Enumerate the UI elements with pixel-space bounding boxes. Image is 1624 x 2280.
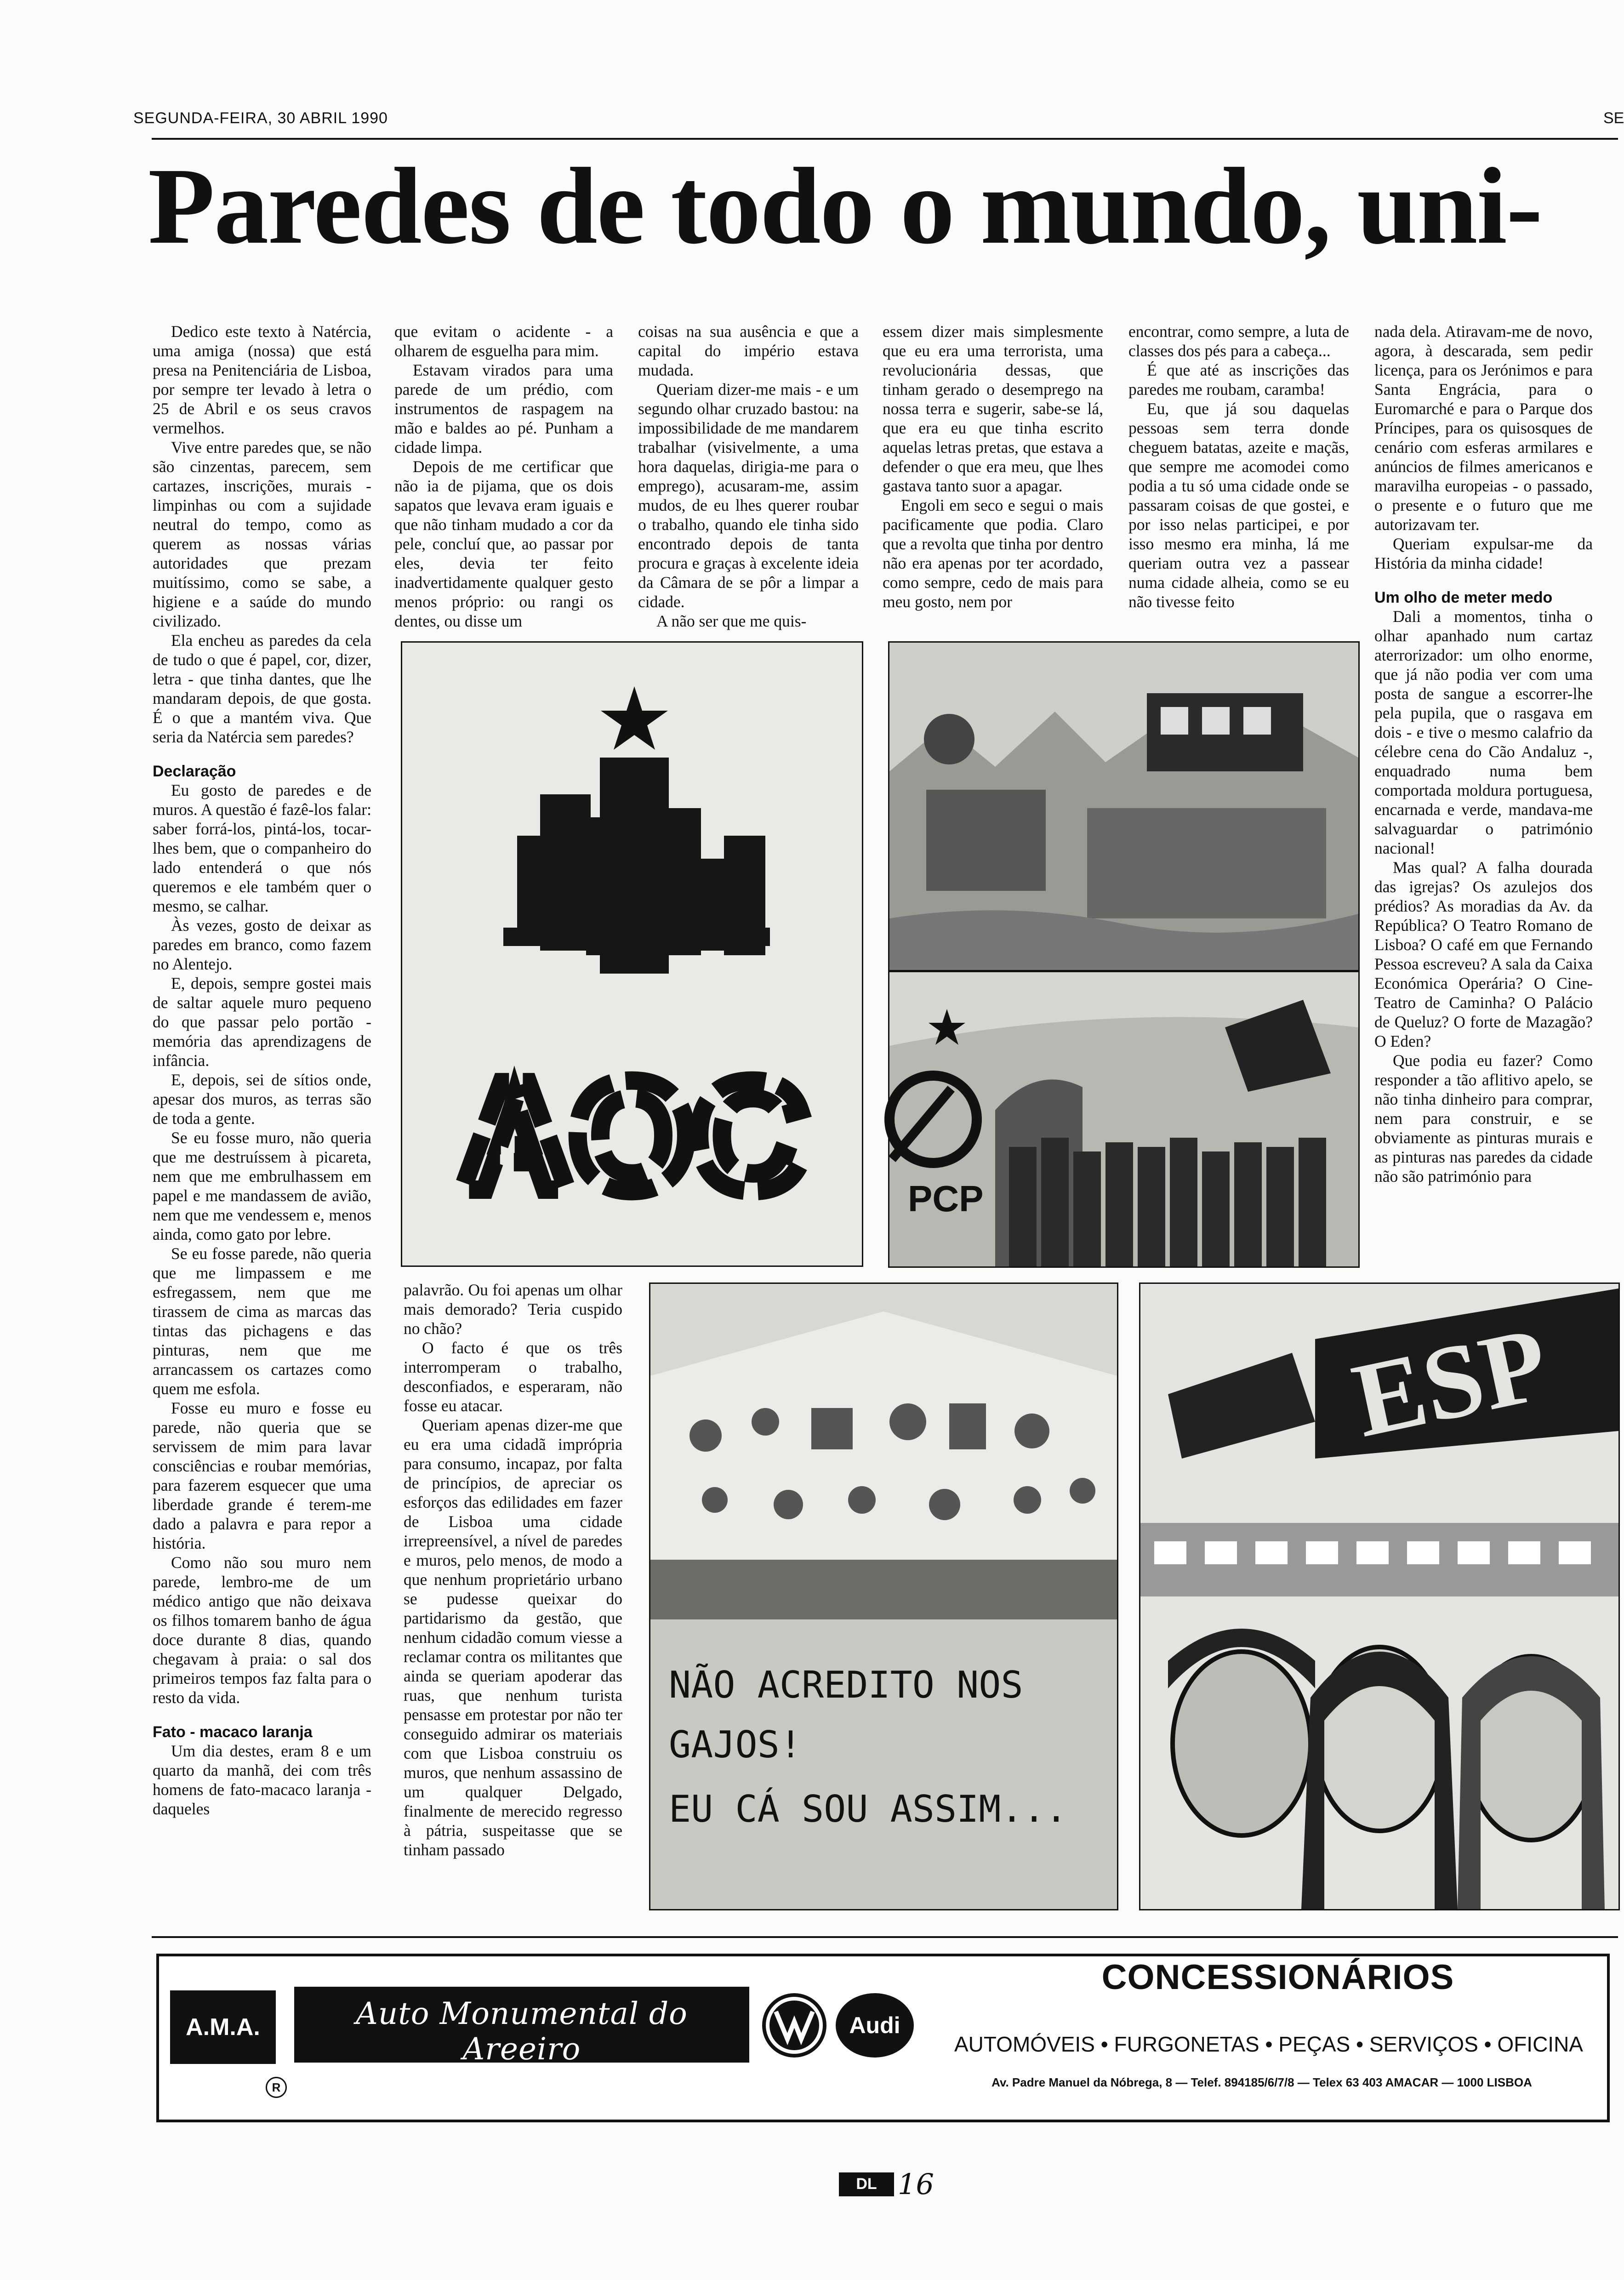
paragraph: Fosse eu muro e fosse eu parede, não queria que se servissem de mim para lavar consciências e roubar memórias, para fazerem esquecer que uma liberdade grande é terem-me dado a palavra e para repor a história. [153,1399,371,1552]
page-date: SEGUNDA-FEIRA, 30 ABRIL 1990 [133,109,388,127]
graffiti-line-1: NÃO ACREDITO NOS [669,1664,1023,1706]
paragraph: Estavam virados para uma parede de um prédio, com instrumentos de raspagem na mão e baldes ao pé. Punham a cidade limpa. [394,361,613,456]
registered-icon: R [266,2077,287,2098]
paragraph: Mas qual? A falha dourada das igrejas? Os azulejos dos prédios? As moradias da Av. da República? O Teatro Romano de Lisboa? O café em que Fernando Pessoa escreveu? A sala da Caixa Económica Operária? O Cine-Teatro de Caminha? O Palácio de Queluz? O forte de Mazagão? O Eden? [1374,858,1593,1050]
column-2-bottom [404,1280,622,1859]
column-4 [883,322,1103,611]
rural-mural-image [889,643,1358,970]
paragraph: Queriam dizer-me mais - e um segundo olhar cruzado bastou: na impossibilidade de me mandarem trabalhar (visivelmente, a uma hora daquelas, dirigia-me para o emprego), acusaram-me, assim mudos, de eu lhes querer roubar o trabalho, quando ele tinha sido encontrado depois de tanta procura e graças à excelente ideia da Câmara de se pôr a limpar a cidade. [638,380,859,611]
paragraph: Eu gosto de paredes e de muros. A questão é fazê-los falar: saber forrá-los, pintá-los, tocar-lhes bem, que o companheiro do lado entenderá o que nós queremos e ele também quer o mesmo, se calhar. [153,781,371,915]
column-2-top [394,322,613,631]
paragraph: Ela encheu as paredes da cela de tudo o que é papel, cor, dizer, letra - que tinha dantes, que lhe mandaram depois, de que gosta. É o que a mantém viva. Que seria da Natércia sem paredes? [153,631,371,746]
paragraph: coisas na sua ausência e que a capital do império estava mudada. [638,322,859,379]
headline: Paredes de todo o mundo, uni- [148,146,1542,267]
dealer-name: Auto Monumental do Areeiro [356,1996,688,2067]
paragraph: Às vezes, gosto de deixar as paredes em branco, como fazem no Alentejo. [153,916,371,973]
paragraph: Dedico este texto à Natércia, uma amiga (nossa) que está presa na Penitenciária de Lisboa, por sempre ter levado à letra o 25 de Abril e os seus cravos vermelhos. [153,322,371,437]
photo-rural-mural [888,641,1360,971]
ad-title: CONCESSIONÁRIOS [1101,1958,1454,1997]
paragraph: Eu, que já sou daquelas pessoas sem terra donde cheguem batatas, azeite e maçãs, que sempre me acomodei como podia a tu só uma cidade onde se passaram coisas de que gostei, e por isso nelas participei, e por isso mesmo era minha, lá me queriam outra vez a passear numa cidade alheia, como se eu não tivesse feito [1128,399,1349,611]
column-3 [638,322,859,631]
paragraph: Vive entre paredes que, se não são cinzentas, parecem, sem cartazes, inscrições, murais - limpinhas ou com a sujidade neutral do tempo, como as querem as nossas várias autoridades que prezam muitíssimo, como se sabe, a higiene e a saúde do mundo civilizado. [153,438,371,630]
paragraph: encontrar, como sempre, a luta de classes dos pés para a cabeça... [1128,322,1349,360]
paragraph: nada dela. Atiravam-me de novo, agora, à descarada, sem pedir licença, para os Jerónimos e para Santa Engrácia, para o Euromarché e para o Parque dos Príncipes, para os quisosques de cenário com esferas armilares e anúncios de filmes americanos e maravilha europeias - o passado, o presente e o futuro que me autorizavam ter. [1374,322,1593,534]
dl-logo: DL [839,2172,894,2196]
column-6 [1374,322,1593,1186]
star-icon [601,686,668,750]
ama-logo: A.M.A. [170,1990,276,2064]
audi-logo: Audi [836,1993,914,2058]
column-1 [153,322,371,1818]
subheading-fato-macaco: Fato - macaco laranja [153,1723,313,1741]
photo-esp-mural [1139,1282,1620,1910]
pcp-text: PCP [908,1178,984,1219]
paragraph: Dali a momentos, tinha o olhar apanhado num cartaz aterrorizador: um olho enorme, que já não podia ver com uma posta de sangue a escorrer-lhe pela pupila, que o rasgava em dois - e tive o mesmo calafrio da célebre cena do Cão Andaluz -, enquadrado numa bem comportada moldura portuguesa, encarnada e verde, mandava-me salvaguardar o património nacional! [1374,607,1593,857]
column-5 [1128,322,1349,611]
paragraph: Se eu fosse parede, não queria que me limpassem e me esfregassem, nem que me tirassem de cima as marcas das tintas das pichagens e das pinturas, nem que me arrancassem os cartazes como quem me esfola. [153,1244,371,1398]
ad-address: Av. Padre Manuel da Nóbrega, 8 — Telef. 894185/6/7/8 — Telex 63 403 AMACAR — 1000 LISBOA [991,2075,1532,2089]
paragraph: Queriam apenas dizer-me que eu era uma cidadã imprópria para consumo, incapaz, por falta de princípios, de apreciar os esforços das edilidades em fazer de Lisboa uma cidade irrepreensível, a nível de paredes e muros, pelo menos, de modo a que nenhum proprietário urbano se pudesse queixar do partidarismo da gestão, que nenhum cidadão comum viesse a reclamar contra os militantes que ainda se queriam apoderar das ruas, que nenhum turista pensasse em protestar por não ter conseguido admirar os materiais com que Lisboa construiu os muros, que nenhum assassino de um qualquer Delgado, finalmente de merecido regresso à pátria, suspeitasse que se tinham passado [404,1416,622,1859]
paragraph: Um dia destes, eram 8 e um quarto da manhã, dei com três homens de fato-macaco laranja - daqueles [153,1742,371,1818]
page-folio [839,2167,934,2201]
ad-services: AUTOMÓVEIS • FURGONETAS • PEÇAS • SERVIÇOS • OFICINA [954,2032,1583,2056]
paragraph: E, depois, sempre gostei mais de saltar aquele muro pequeno do que passar pelo portão - memória das aprendizagens de infância. [153,974,371,1070]
paragraph: Queriam expulsar-me da História da minha cidade! [1374,535,1593,572]
paragraph: que evitam o acidente - a olharem de esguelha para mim. [394,322,613,360]
header-right-fragment: SE [1603,109,1624,127]
paragraph: Como não sou muro nem parede, lembro-me de um médico antigo que não deixava os filhos tomarem banho de água doce durante 8 dias, quando chegavam à praia: o sal dos primeiros tempos faz falta para o resto da vida. [153,1553,371,1707]
fortress-silhouette [503,758,770,974]
paragraph: Se eu fosse muro, não queria que me destruíssem à picareta, nem que me embrulhassem em papel e me mandassem de avião, nem que me vendessem e, menos ainda, como gato por lebre. [153,1129,371,1243]
dealer-sa: S.A. [511,2069,532,2082]
photo-pcp-mural [888,971,1360,1268]
page-number: 16 [898,2167,934,2201]
banner-row [1154,1541,1591,1564]
esp-text: ESP [1343,1304,1558,1459]
pcp-mural-image [889,972,1358,1266]
paragraph: essem dizer mais simplesmente que eu era uma terrorista, uma revolucionária dessas, que tinham gerado o desemprego na nossa terra e sugerir, sabe-se lá, que era eu que tinha escrito aquelas letras pretas, que estava a defender o que era meu, que lhes gastava tanto suor a apagar. [883,322,1103,495]
photo-graffiti-wall [649,1282,1118,1910]
dealer-name-box [294,1987,749,2082]
aoc-mural-image [402,643,862,1265]
paragraph: palavrão. Ou foi apenas um olhar mais demorado? Teria cuspido no chão? [404,1281,622,1338]
vw-logo-icon [762,1993,826,2058]
paragraph: Engoli em seco e segui o mais pacificamente que podia. Claro que a revolta que tinha por dentro não era apenas por ter acordado, como sempre, cedo de mais para meu gosto, nem por [883,496,1103,611]
paragraph: Que podia eu fazer? Como responder a tão aflitivo apelo, se não tinha dinheiro para comprar, nem para construir, e se obviamente as pinturas murais e as pinturas nas paredes da cidade não são património para [1374,1051,1593,1186]
graffiti-line-2: GAJOS! [669,1723,802,1766]
bottom-rule [152,1936,1618,1938]
esp-mural-image [1140,1284,1618,1909]
subheading-declaracao: Declaração [153,763,236,780]
photo-aoc-mural [401,641,863,1267]
paragraph: A não ser que me quis- [656,612,807,630]
paragraph: Depois de me certificar que não ia de pijama, que os dois sapatos que levava eram iguais e que não tinham mudado a cor da pele, concluí que, ao passar por eles, devia ter feito inadvertidamente qualquer gesto menos próprio: ou rangi os dentes, ou disse um [394,457,613,630]
graffiti-line-3: EU CÁ SOU ASSIM... [669,1788,1067,1830]
graffiti-wall-image [650,1284,1117,1909]
top-rule [152,138,1618,140]
paragraph: É que até as inscrições das paredes me roubam, caramba! [1128,361,1349,399]
paragraph: E, depois, sei de sítios onde, apesar dos muros, as terras são de toda a gente. [153,1071,371,1128]
aoc-text: AOC [458,1049,806,1223]
subheading-um-olho: Um olho de meter medo [1374,589,1553,606]
paragraph: O facto é que os três interromperam o trabalho, desconfiados, e esperaram, não fosse eu atacar. [404,1339,622,1415]
